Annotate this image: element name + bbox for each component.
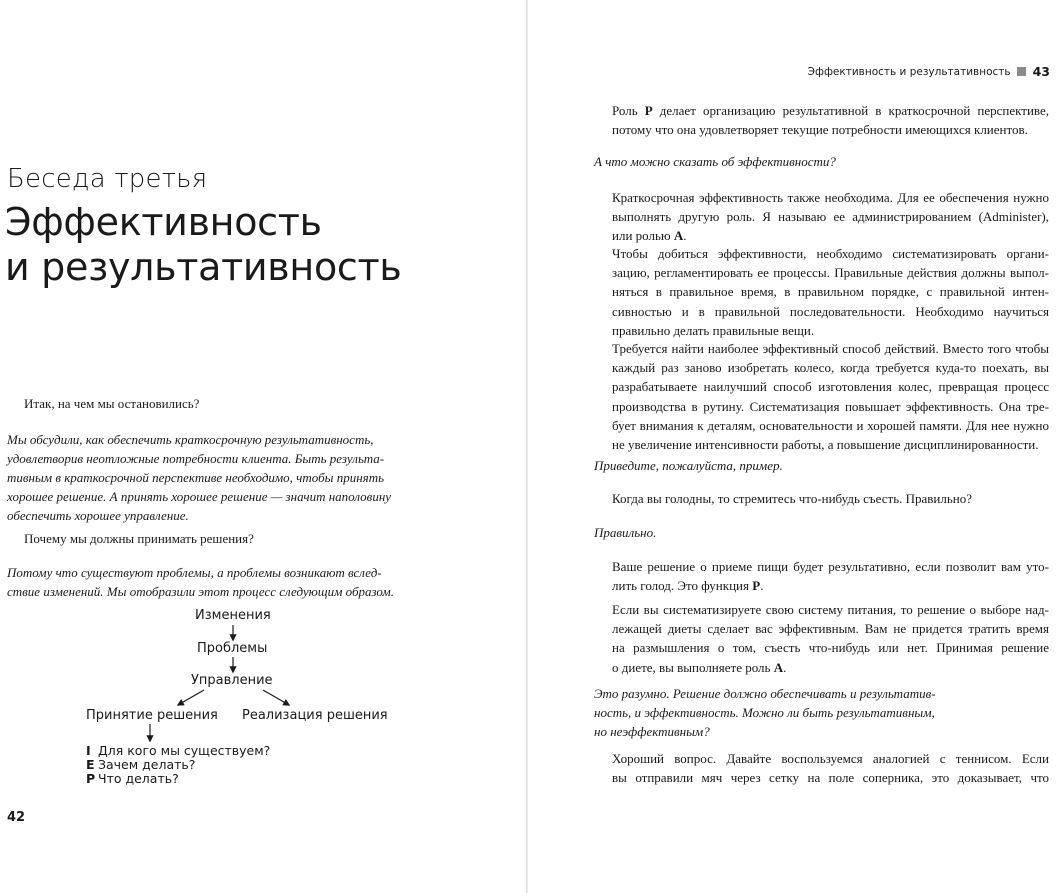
paragraph-line: потому что она удовлетворяет текущие потребности имеющихся клиентов. <box>612 122 1028 138</box>
paragraph-line: Почему мы должны принимать решения? <box>24 531 254 546</box>
paragraph-line: ствие изменений. Мы отобразили этот процесс следующим образом. <box>7 584 394 599</box>
paragraph-answer <box>612 749 1049 787</box>
paragraph-line: Ваше решение о приеме пищи будет результативно, если позволит вам уто- <box>612 559 1049 574</box>
paragraph-line: Роль P делает организацию результативной в краткосрочной перспективе, <box>612 103 1049 118</box>
chapter-title-line: Эффективность <box>5 200 322 244</box>
arrow-management-implementation <box>263 690 289 705</box>
paragraph-line: обеспечить хорошее управление. <box>7 508 189 523</box>
paragraph-line: Это разумно. Решение должно обеспечивать и результатив- <box>594 686 936 701</box>
right-page <box>528 0 1056 893</box>
paragraph-answer <box>612 557 1049 595</box>
legend-text: Зачем делать? <box>98 757 196 772</box>
paragraph-line: Потому что существуют проблемы, а проблемы возникают вслед- <box>7 565 382 580</box>
paragraph-line: производства в рутину. Систематизация повышает эффективность. Она тре- <box>612 398 1049 414</box>
chapter-label: Беседа третья <box>7 164 208 194</box>
paragraph-line: Мы обсудили, как обеспечить краткосрочную результативность, <box>7 432 374 447</box>
paragraph-question <box>594 684 936 742</box>
paragraph-answer <box>612 244 1049 340</box>
paragraph-answer <box>612 188 1049 246</box>
running-head <box>808 64 1050 79</box>
page-number-right: 43 <box>1032 64 1050 79</box>
page-number-left: 42 <box>7 810 26 825</box>
legend-letter: P <box>86 771 96 786</box>
paragraph-line: лить голод. Это функция P. <box>612 578 764 594</box>
paragraph-line: каждый раз заново изобретать колесо, когда требуется куда-то поехать, вы <box>612 360 1049 376</box>
paragraph-line: лежащей диеты сделает вас эффективным. Вам не придется тратить время <box>612 621 1049 637</box>
paragraph-line: о диете, вы выполняете роль A. <box>612 659 787 675</box>
paragraph-line: на размышления о том, съесть что-нибудь или нет. Принимая решение <box>612 640 1049 656</box>
diagram-node-decision-implementation: Реализация решения <box>242 708 388 723</box>
legend-letter: E <box>86 757 95 772</box>
paragraph-answer <box>612 489 1049 508</box>
paragraph-question <box>7 563 394 601</box>
paragraph-line: Если вы систематизируете свою систему питания, то решение о выборе над- <box>612 602 1049 617</box>
legend-text: Что делать? <box>98 771 179 786</box>
arrow-management-decision <box>178 690 204 705</box>
diagram-node-decision-making: Принятие решения <box>86 708 218 723</box>
diagram-legend-item <box>86 757 195 772</box>
diagram-node-management: Управление <box>191 673 273 688</box>
paragraph-line: Правильно. <box>594 525 657 540</box>
paragraph-line: правильно делать правильные вещи. <box>612 322 815 338</box>
diagram-node-problems: Проблемы <box>197 641 268 656</box>
paragraph-answer <box>612 339 1049 454</box>
paragraph-line: Когда вы голодны, то стремитесь что-нибудь съесть. Правильно? <box>612 491 973 506</box>
paragraph-line: но неэффективным? <box>594 724 710 740</box>
paragraph-line: тивным в краткосрочной перспективе необходимо, чтобы принять <box>7 470 384 485</box>
running-head-title: Эффективность и результативность <box>807 65 1011 78</box>
paragraph-question <box>594 152 836 171</box>
chapter-title-line: и результативность <box>5 245 402 289</box>
diagram-legend-item <box>86 771 179 786</box>
paragraph-line: Чтобы добиться эффективности, необходимо систематизировать органи- <box>612 246 1049 261</box>
chapter-title <box>5 200 401 290</box>
legend-letter: I <box>86 743 91 758</box>
paragraph-question <box>594 456 783 475</box>
paragraph-line: хорошее решение. А принять хорошее решение — значит наполовину <box>7 489 392 504</box>
paragraph-line: удовлетворив неотложные потребности клиента. Быть результа- <box>7 451 385 466</box>
left-page <box>0 0 527 893</box>
paragraph-line: или ролью A. <box>612 228 687 244</box>
diagram-legend-item <box>86 743 270 758</box>
paragraph-question <box>594 523 656 542</box>
paragraph-question <box>7 430 391 525</box>
legend-text: Для кого мы существуем? <box>98 743 271 758</box>
paragraph-line: Требуется найти наиболее эффективный способ действий. Вместо того чтобы <box>612 341 1049 356</box>
paragraph-line: выполнять другую роль. Я называю ее администрированием (Administer), <box>612 209 1049 225</box>
paragraph-answer <box>612 101 1049 139</box>
paragraph-answer <box>24 394 199 413</box>
paragraph-line: Краткосрочная эффективность также необходима. Для ее обеспечения нужно <box>612 190 1049 205</box>
paragraph-line: разрабатываете наилучший способ изготовления колес, превращая процесс <box>612 379 1049 395</box>
paragraph-line: бует внимания к деталям, основательности и хорошей памяти. Для нее нужно <box>612 417 1049 433</box>
square-bullet-icon <box>1017 67 1026 76</box>
paragraph-line: Хороший вопрос. Давайте воспользуемся аналогией с теннисом. Если <box>612 751 1049 766</box>
paragraph-line: Итак, на чем мы остановились? <box>24 396 200 411</box>
paragraph-line: А что можно сказать об эффективности? <box>594 154 836 169</box>
paragraph-line: Приведите, пожалуйста, пример. <box>594 458 783 473</box>
paragraph-line: сивностью и в правильной последовательности. Необходимо научиться <box>612 303 1049 319</box>
paragraph-answer <box>24 529 254 548</box>
paragraph-line: вы отправили мяч через сетку на поле соперника, это доказывает, что <box>612 770 1049 786</box>
diagram-node-changes: Изменения <box>195 608 271 623</box>
paragraph-line: ность, и эффективность. Можно ли быть результативным, <box>594 705 935 721</box>
paragraph-line: няться в правильное время, в правильном порядке, с правильной интен- <box>612 284 1049 300</box>
paragraph-line: зацию, регламентировать ее процессы. Правильные действия должны выпол- <box>612 265 1049 281</box>
paragraph-answer <box>612 600 1049 677</box>
paragraph-line: не увеличение интенсивности работы, а повышение дисциплинированности. <box>612 437 1039 453</box>
